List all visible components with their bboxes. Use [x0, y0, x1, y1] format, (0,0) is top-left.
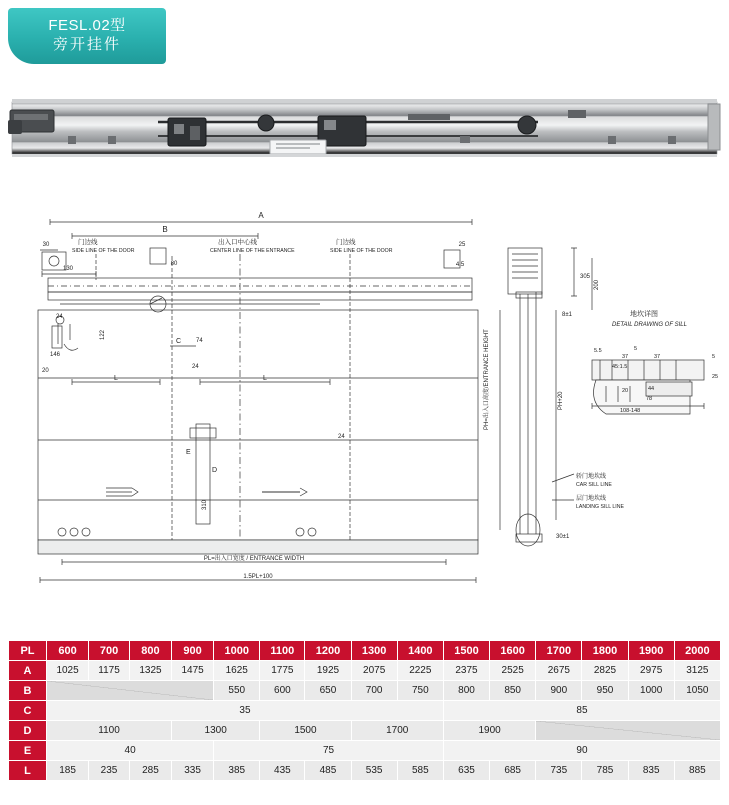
- table-header-cell: 1700: [536, 641, 582, 661]
- table-cell: 435: [260, 761, 305, 781]
- table-cell: 2525: [490, 661, 536, 681]
- table-header-cell: 1500: [443, 641, 489, 661]
- dim-305: 305: [580, 274, 591, 280]
- table-header-cell: 1100: [260, 641, 305, 661]
- table-cell: 2975: [628, 661, 674, 681]
- table-cell: 1000: [628, 681, 674, 701]
- table-row: [9, 761, 721, 781]
- table-cell: [47, 681, 214, 701]
- dim-37a: 37: [622, 354, 629, 360]
- table-cell: 235: [89, 761, 130, 781]
- table-header-cell: 1600: [490, 641, 536, 661]
- dim-45-15: 45:1.5: [612, 364, 628, 370]
- table-row: [9, 681, 721, 701]
- dim-5: 5: [634, 346, 638, 352]
- dim-310: 310: [202, 499, 208, 510]
- table-header-cell: 800: [129, 641, 171, 661]
- table-cell: 650: [305, 681, 351, 701]
- label-sill-detail-cn: 地坎详图: [630, 311, 658, 318]
- table-cell: 1475: [172, 661, 214, 681]
- table-cell: 550: [214, 681, 260, 701]
- dim-4-5: 4.5: [455, 262, 465, 268]
- dim-78: 78: [646, 396, 653, 402]
- label-entrance-height: PH=出入口高度/ENTRANCE HEIGHT: [484, 329, 490, 430]
- table-cell: 1775: [260, 661, 305, 681]
- label-door-edge2-cn: 门边线: [336, 239, 356, 246]
- table-cell: 1300: [172, 721, 260, 741]
- table-header-cell: 1300: [351, 641, 397, 661]
- dim-146: 146: [50, 352, 61, 358]
- dim-5r: 5: [712, 354, 716, 360]
- dim-44: 44: [648, 386, 655, 392]
- technical-drawing: [0, 200, 729, 600]
- badge-line-1: FESL.02型: [48, 17, 126, 35]
- table-cell: 885: [674, 761, 720, 781]
- table-header-cell: 600: [47, 641, 89, 661]
- dim-108-148: 108-148: [620, 408, 641, 414]
- table-cell: 1050: [674, 681, 720, 701]
- dim-20: 20: [42, 368, 49, 374]
- dim-80: 80: [170, 261, 178, 267]
- table-cell: 385: [214, 761, 260, 781]
- dim-25r: 25: [712, 374, 719, 380]
- table-cell: 40: [47, 741, 214, 761]
- table-header-cell: 1800: [582, 641, 628, 661]
- table-cell: 1100: [47, 721, 172, 741]
- table-cell: 85: [443, 701, 720, 721]
- dim-L-right: L: [263, 375, 267, 382]
- table-row-label: D: [9, 721, 47, 741]
- table-cell: 635: [443, 761, 489, 781]
- specification-table: [8, 640, 721, 781]
- label-door-edge-en: SIDE LINE OF THE DOOR: [72, 248, 135, 254]
- dim-130: 130: [62, 266, 74, 272]
- table-cell: 2225: [397, 661, 443, 681]
- table-cell: 750: [397, 681, 443, 701]
- label-door-edge-cn: 门边线: [78, 239, 98, 246]
- dim-74: 74: [196, 338, 203, 344]
- dim-B-label: B: [162, 225, 168, 234]
- table-body: [9, 661, 721, 781]
- label-door-edge2-en: SIDE LINE OF THE DOOR: [330, 248, 393, 254]
- dim-20b: 20: [622, 388, 629, 394]
- table-cell: 285: [129, 761, 171, 781]
- table-header-cell: 1900: [628, 641, 674, 661]
- table-cell: 1500: [260, 721, 351, 741]
- table-row-label: C: [9, 701, 47, 721]
- table-header-cell: 1000: [214, 641, 260, 661]
- table-cell: 185: [47, 761, 89, 781]
- table-cell: 950: [582, 681, 628, 701]
- table-row-label: L: [9, 761, 47, 781]
- table-cell: 485: [305, 761, 351, 781]
- door-operator-photo: [8, 96, 721, 168]
- label-entrance-width: PL=出入口宽度 / ENTRANCE WIDTH: [203, 556, 305, 562]
- table-cell: 800: [443, 681, 489, 701]
- dim-24b: 24: [192, 364, 199, 370]
- dim-E-label: E: [186, 449, 191, 456]
- table-header-cell: 2000: [674, 641, 720, 661]
- table-header-row: [9, 641, 721, 661]
- table-cell: 835: [628, 761, 674, 781]
- dim-D-label: D: [212, 467, 218, 474]
- dim-24a: 24: [56, 314, 63, 320]
- dim-C-label: C: [176, 338, 182, 345]
- table-cell: 2375: [443, 661, 489, 681]
- dim-122: 122: [100, 329, 106, 340]
- dim-L-left: L: [114, 375, 118, 382]
- dim-5-5: 5.5: [594, 348, 602, 354]
- table-header-cell: 900: [172, 641, 214, 661]
- table-row-label: E: [9, 741, 47, 761]
- table-cell: 335: [172, 761, 214, 781]
- table-cell: 90: [443, 741, 720, 761]
- table-cell: 75: [214, 741, 444, 761]
- label-entrance-center-en: CENTER LINE OF THE ENTRANCE: [210, 248, 295, 254]
- table-row: [9, 661, 721, 681]
- table-cell: 535: [351, 761, 397, 781]
- label-overall-width: 1.5PL+100: [243, 574, 273, 580]
- table-header-cell: PL: [9, 641, 47, 661]
- label-landing-sill-en: LANDING SILL LINE: [576, 504, 624, 510]
- table-cell: 1925: [305, 661, 351, 681]
- table-cell: 2075: [351, 661, 397, 681]
- dim-8pm1: 8±1: [562, 312, 572, 318]
- table-cell: 685: [490, 761, 536, 781]
- table-cell: 1625: [214, 661, 260, 681]
- table-cell: 3125: [674, 661, 720, 681]
- dim-30: 30: [42, 242, 50, 248]
- table-cell: 700: [351, 681, 397, 701]
- table-header-cell: 1400: [397, 641, 443, 661]
- dim-24c: 24: [338, 434, 345, 440]
- table-cell: 1700: [351, 721, 443, 741]
- table-cell: 1175: [89, 661, 130, 681]
- label-landing-sill-cn: 层门地坎线: [576, 496, 607, 502]
- label-entrance-center-cn: 出入口中心线: [218, 239, 257, 246]
- table-cell: 1325: [129, 661, 171, 681]
- table-cell: 585: [397, 761, 443, 781]
- table-header-cell: 700: [89, 641, 130, 661]
- table-header-cell: 1200: [305, 641, 351, 661]
- table-cell: 2825: [582, 661, 628, 681]
- table-cell: 1025: [47, 661, 89, 681]
- table-row: [9, 721, 721, 741]
- table-cell: 35: [47, 701, 444, 721]
- dim-25: 25: [458, 242, 466, 248]
- badge-line-2: 旁开挂件: [52, 36, 121, 53]
- table-row: [9, 741, 721, 761]
- label-car-sill-en: CAR SILL LINE: [576, 482, 612, 488]
- table-cell: 600: [260, 681, 305, 701]
- table-cell: [536, 721, 721, 741]
- dim-A-label: A: [258, 211, 264, 220]
- table-cell: 850: [490, 681, 536, 701]
- dim-37b: 37: [654, 354, 661, 360]
- table-row-label: B: [9, 681, 47, 701]
- table-cell: 735: [536, 761, 582, 781]
- dim-200: 200: [594, 279, 600, 290]
- label-car-sill-cn: 轿门地坎线: [576, 474, 607, 480]
- table-cell: 785: [582, 761, 628, 781]
- table-row-label: A: [9, 661, 47, 681]
- product-title-badge: [8, 8, 166, 64]
- table-cell: 2675: [536, 661, 582, 681]
- label-sill-detail-en: DETAIL DRAWING OF SILL: [612, 322, 687, 328]
- dim-ph-plus-20: PH+20: [558, 391, 564, 410]
- table-row: [9, 701, 721, 721]
- table-cell: 900: [536, 681, 582, 701]
- dim-30pm1: 30±1: [556, 534, 570, 540]
- table-cell: 1900: [443, 721, 535, 741]
